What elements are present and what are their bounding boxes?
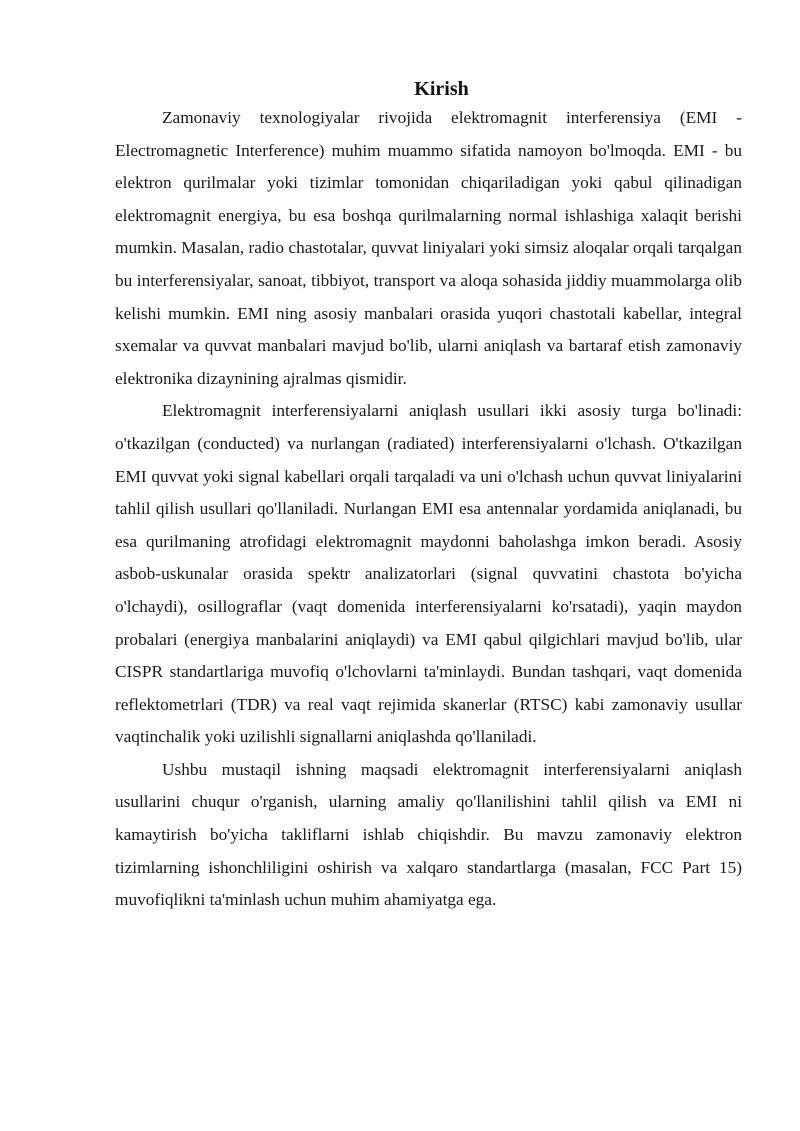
paragraph-methods: Elektromagnit interferensiyalarni aniqlash usullari ikki asosiy turga bo'linadi: o'tkazilgan (conducted) va nurlangan (radiated) interferensiyalarni o'lchash. O'tkazilgan EMI quvvat yoki signal kabellari orqali tarqaladi va uni o'lchash uchun quvvat liniyalarini tahlil qilish usullari qo'llaniladi. Nurlangan EMI esa antennalar yordamida aniqlanadi, bu esa qurilmaning atrofidagi elektromagnit maydonni baholashga imkon beradi. Asosiy asbob-uskunalar orasida spektr analizatorlari (signal quvvatini chastota bo'yicha o'lchaydi), osillograflar (vaqt domenida interferensiyalarni ko'rsatadi), yaqin maydon probalari (energiya manbalarini aniqlaydi) va EMI qabul qilgichlari mavjud bo'lib, ular CISPR standartlariga muvofiq o'lchovlarni ta'minlaydi. Bundan tashqari, vaqt domenida reflektometrlari (TDR) va real vaqt rejimida skanerlar (RTSC) kabi zamonaviy usullar vaqtinchalik yoki uzilishli signallarni aniqlashda qo'llaniladi. [115, 401, 742, 747]
paragraph-intro: Zamonaviy texnologiyalar rivojida elektromagnit interferensiya (EMI - Electromagnetic Interference) muhim muammo sifatida namoyon bo'lmoqda. EMI - bu elektron qurilmalar yoki tizimlar tomonidan chiqariladigan yoki qabul qilinadigan elektromagnit energiya, bu esa boshqa qurilmalarning normal ishlashiga xalaqit berishi mumkin. Masalan, radio chastotalar, quvvat liniyalari yoki simsiz aloqalar orqali tarqalgan bu interferensiyalar, sanoat, tibbiyot, transport va aloqa sohasida jiddiy muammolarga olib kelishi mumkin. EMI ning asosiy manbalari orasida yuqori chastotali kabellar, integral sxemalar va quvvat manbalari mavjud bo'lib, ularni aniqlash va bartaraf etish zamonaviy elektronika dizaynining ajralmas qismidir. [115, 108, 742, 388]
paragraph-goal: Ushbu mustaqil ishning maqsadi elektromagnit interferensiyalarni aniqlash usullarini chuqur o'rganish, ularning amaliy qo'llanilishini tahlil qilish va EMI ni kamaytirish bo'yicha takliflarni ishlab chiqishdir. Bu mavzu zamonaviy elektron tizimlarning ishonchliligini oshirish va xalqaro standartlarga (masalan, FCC Part 15) muvofiqlikni ta'minlash uchun muhim ahamiyatga ega. [115, 759, 742, 910]
page-title: Kirish [414, 78, 469, 100]
document-body [115, 76, 742, 917]
